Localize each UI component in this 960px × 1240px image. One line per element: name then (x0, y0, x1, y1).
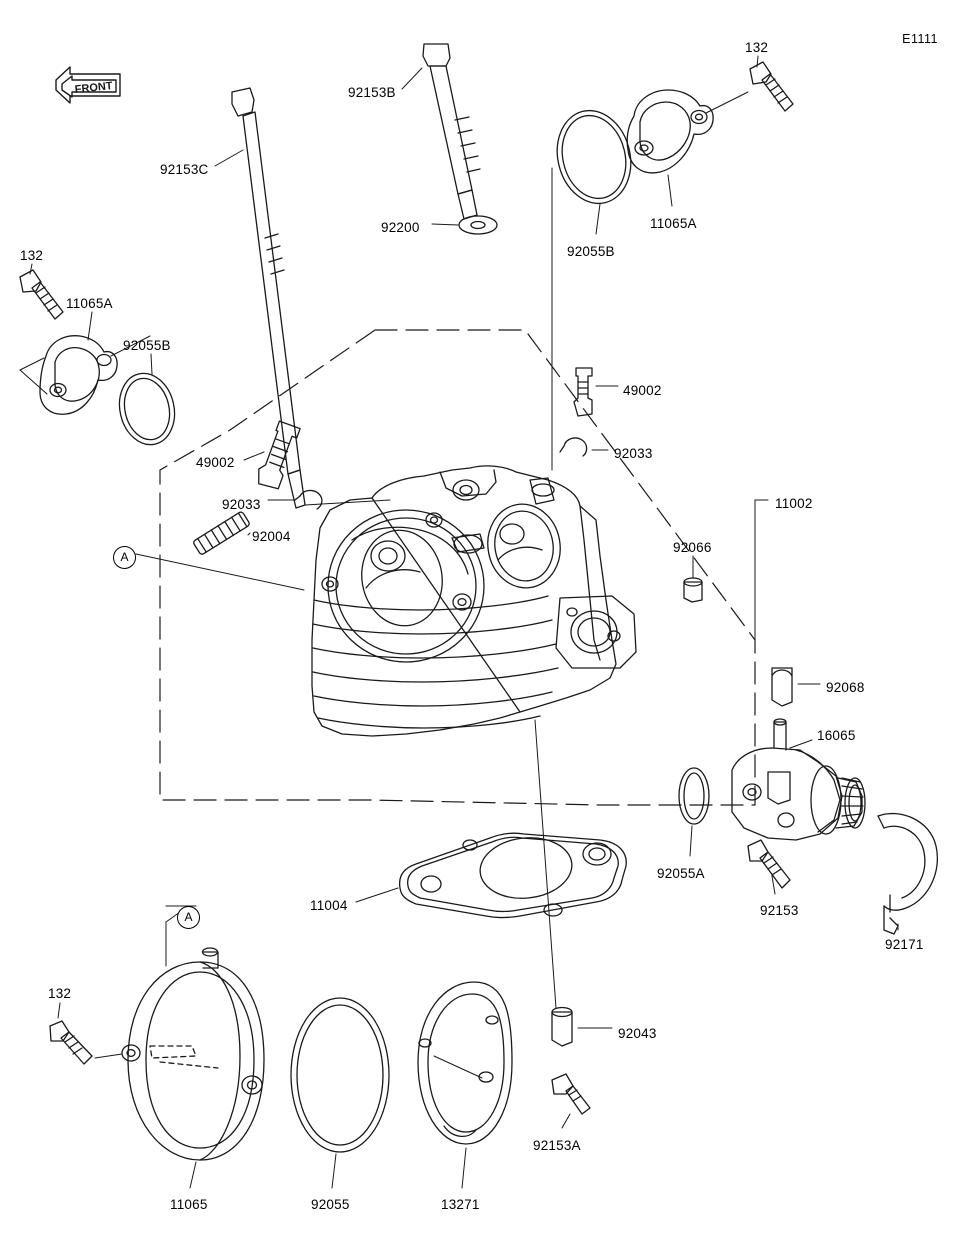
callout-132-bottom-left: 132 (48, 986, 72, 1001)
callout-92153C: 92153C (160, 162, 209, 177)
front-direction-badge (50, 62, 128, 120)
callout-92055A: 92055A (657, 866, 705, 881)
callout-11002: 11002 (775, 496, 813, 511)
callout-92200: 92200 (381, 220, 420, 235)
callout-49002-left: 49002 (196, 455, 235, 470)
callout-92066: 92066 (673, 540, 712, 555)
svg-text:FRONT: FRONT (74, 80, 114, 96)
diagram-code: E1111 (902, 32, 938, 46)
callout-11065A-left: 11065A (66, 296, 113, 311)
callout-11004: 11004 (310, 898, 348, 913)
callout-92004: 92004 (252, 529, 291, 544)
callout-11065: 11065 (170, 1197, 208, 1212)
reference-bubble-a-lower: A (177, 906, 200, 929)
callout-92153B: 92153B (348, 85, 396, 100)
callout-92153A: 92153A (533, 1138, 581, 1153)
callout-92055B-left: 92055B (123, 338, 171, 353)
callout-92055B-top: 92055B (567, 244, 615, 259)
callout-132-left: 132 (20, 248, 44, 263)
callout-92043: 92043 (618, 1026, 657, 1041)
callout-92171: 92171 (885, 937, 924, 952)
callout-13271: 13271 (441, 1197, 480, 1212)
callout-92153: 92153 (760, 903, 799, 918)
callout-49002-right: 49002 (623, 383, 662, 398)
callout-92033-left: 92033 (222, 497, 261, 512)
callout-92068: 92068 (826, 680, 865, 695)
callout-92033-right: 92033 (614, 446, 653, 461)
callout-11065A-right: 11065A (650, 216, 697, 231)
callout-132-top-right: 132 (745, 40, 769, 55)
callout-16065: 16065 (817, 728, 856, 743)
callout-92055: 92055 (311, 1197, 350, 1212)
reference-bubble-a-upper: A (113, 546, 136, 569)
